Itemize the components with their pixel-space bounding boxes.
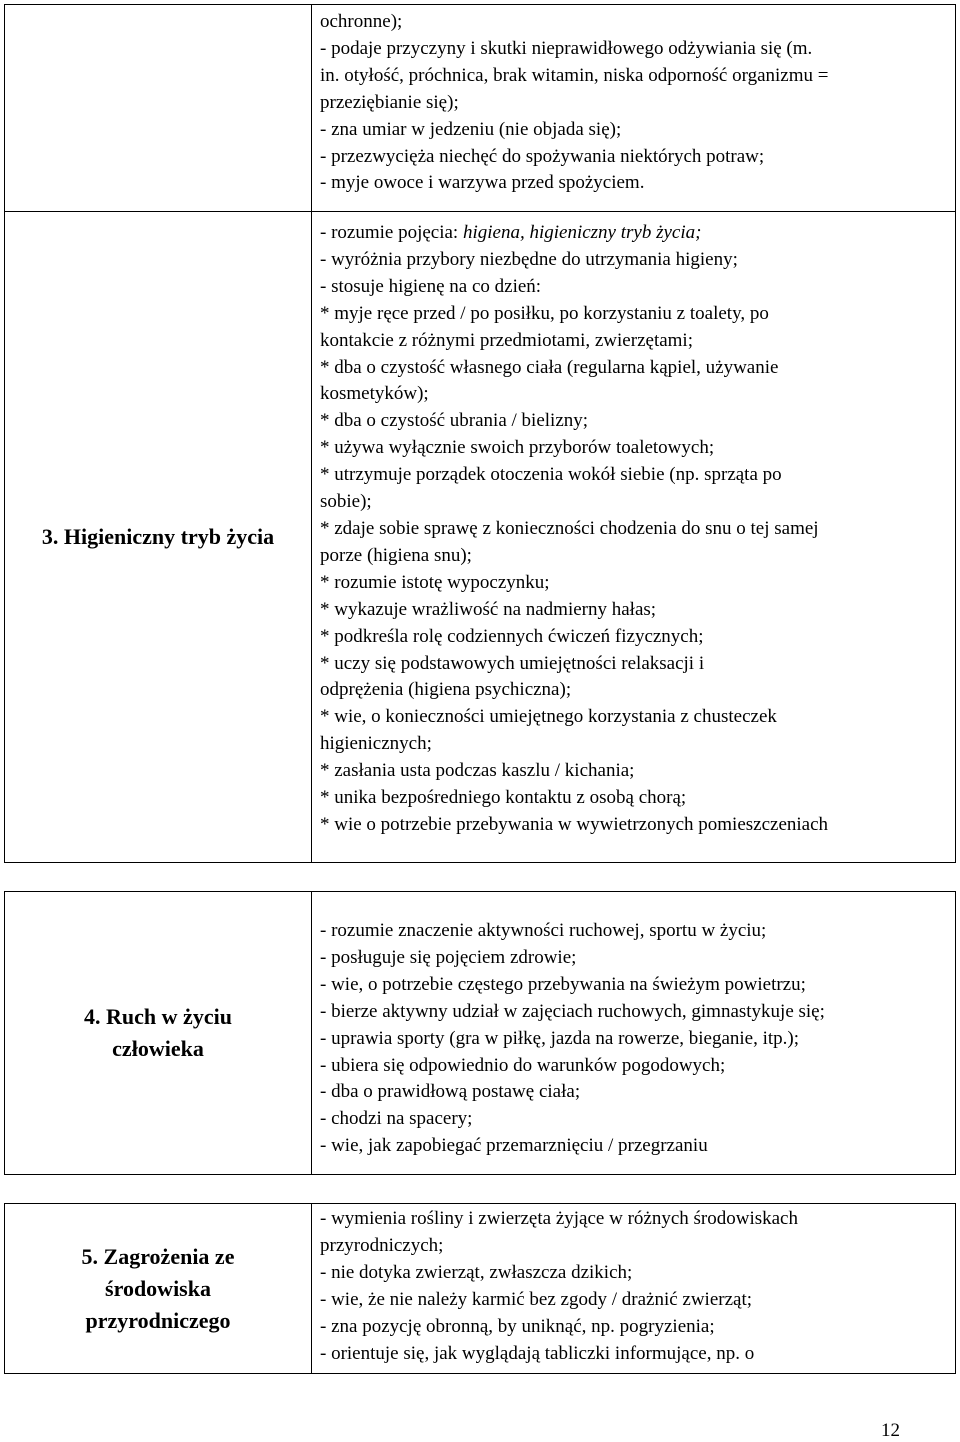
content-line: - ubiera się odpowiednio do warunków pogodowych; <box>320 1054 726 1076</box>
content-line: kontakcie z różnymi przedmiotami, zwierzętami; <box>320 329 693 351</box>
row-gap <box>5 863 956 892</box>
content-lines <box>320 918 949 1160</box>
content-line: sobie); <box>320 491 372 513</box>
content-line: - posługuje się pojęciem zdrowie; <box>320 946 577 968</box>
content-line: * dba o czystość ubrania / bielizny; <box>320 410 589 432</box>
content-line: * uczy się podstawowych umiejętności relaksacji i <box>320 652 705 674</box>
content-line: - orientuje się, jak wyglądają tabliczki informujące, np. o <box>320 1342 755 1364</box>
content-cell <box>312 892 956 1175</box>
content-lines <box>320 1206 949 1367</box>
table-row <box>5 212 956 863</box>
content-line: - przezwycięża niechęć do spożywania niektórych potraw; <box>320 145 765 167</box>
topic-title-line: środowiska <box>105 1275 211 1301</box>
content-line: * utrzymuje porządek otoczenia wokół siebie (np. sprząta po <box>320 464 782 486</box>
content-line: - uprawia sporty (gra w piłkę, jazda na rowerze, bieganie, itp.); <box>320 1027 800 1049</box>
topic-cell <box>5 892 312 1175</box>
content-line: - bierze aktywny udział w zajęciach ruchowych, gimnastykuje się; <box>320 1000 825 1022</box>
topic-title-line: człowieka <box>112 1036 204 1061</box>
content-line: * rozumie istotę wypoczynku; <box>320 571 550 593</box>
content-lines <box>320 220 949 839</box>
content-line: * wie o potrzebie przebywania w wywietrzonych pomieszczeniach <box>320 813 829 835</box>
content-line: ochronne); <box>320 11 403 32</box>
content-line: - dba o prawidłową postawę ciała; <box>320 1081 581 1103</box>
content-line: przyrodniczych; <box>320 1234 444 1256</box>
content-cell <box>312 212 956 863</box>
content-cell <box>312 1204 956 1374</box>
content-line: - chodzi na spacery; <box>320 1108 473 1130</box>
content-line: * zdaje sobie sprawę z konieczności chodzenia do snu o tej samej <box>320 517 819 539</box>
content-line: higienicznych; <box>320 733 432 755</box>
content-line: * podkreśla rolę codziennych ćwiczeń fizycznych; <box>320 625 704 647</box>
topic-cell <box>5 212 312 863</box>
content-line: * zasłania usta podczas kaszlu / kichania; <box>320 760 635 782</box>
content-line: - stosuje higienę na co dzień: <box>320 275 542 297</box>
content-line: in. otyłość, próchnica, brak witamin, niska odporność organizmu = <box>320 64 829 86</box>
content-line: * unika bezpośredniego kontaktu z osobą chorą; <box>320 787 687 809</box>
content-line: porze (higiena snu); <box>320 544 472 566</box>
content-line: - myje owoce i warzywa przed spożyciem. <box>320 172 645 194</box>
content-line: - wyróżnia przybory niezbędne do utrzymania higieny; <box>320 248 738 270</box>
content-line: kosmetyków); <box>320 383 429 405</box>
topic-title: 3. Higieniczny tryb życia <box>41 524 275 549</box>
table-row <box>5 892 956 1175</box>
content-line: odprężenia (higiena psychiczna); <box>320 679 572 701</box>
content-line: * używa wyłącznie swoich przyborów toaletowych; <box>320 437 715 459</box>
content-line: - wie, że nie należy karmić bez zgody / drażnić zwierząt; <box>320 1288 753 1310</box>
content-line: * wykazuje wrażliwość na nadmierny hałas; <box>320 598 657 620</box>
content-lines <box>320 9 949 197</box>
content-line: - rozumie znaczenie aktywności ruchowej, sportu w życiu; <box>320 920 767 941</box>
curriculum-table <box>4 4 956 1374</box>
content-line: - wymienia rośliny i zwierzęta żyjące w różnych środowiskach <box>320 1208 798 1229</box>
content-line: * wie, o konieczności umiejętnego korzystania z chusteczek <box>320 706 777 728</box>
content-line: - zna umiar w jedzeniu (nie objada się); <box>320 118 622 140</box>
content-line: * dba o czystość własnego ciała (regularna kąpiel, używanie <box>320 356 779 378</box>
topic-title-line: 4. Ruch w życiu <box>84 1004 232 1029</box>
content-line: - zna pozycję obronną, by uniknąć, np. pogryzienia; <box>320 1315 715 1337</box>
content-line: - rozumie pojęcia: higiena, higieniczny tryb życia; <box>320 222 702 243</box>
table-row <box>5 1204 956 1374</box>
content-line: * myje ręce przed / po posiłku, po korzystaniu z toalety, po <box>320 302 769 324</box>
topic-title-line: 5. Zagrożenia ze <box>81 1243 235 1269</box>
content-line: - wie, o potrzebie częstego przebywania na świeżym powietrzu; <box>320 973 806 995</box>
topic-cell <box>5 5 312 212</box>
table-row <box>5 5 956 212</box>
content-line: przeziębianie się); <box>320 91 459 113</box>
content-line: - nie dotyka zwierząt, zwłaszcza dzikich; <box>320 1261 633 1283</box>
row-gap <box>5 1175 956 1204</box>
topic-cell <box>5 1204 312 1374</box>
content-line: - podaje przyczyny i skutki nieprawidłowego odżywiania się (m. <box>320 37 813 59</box>
content-cell <box>312 5 956 212</box>
content-line: - wie, jak zapobiegać przemarznięciu / przegrzaniu <box>320 1135 708 1157</box>
page-number: 12 <box>881 1420 900 1441</box>
topic-title-line: przyrodniczego <box>85 1307 231 1333</box>
